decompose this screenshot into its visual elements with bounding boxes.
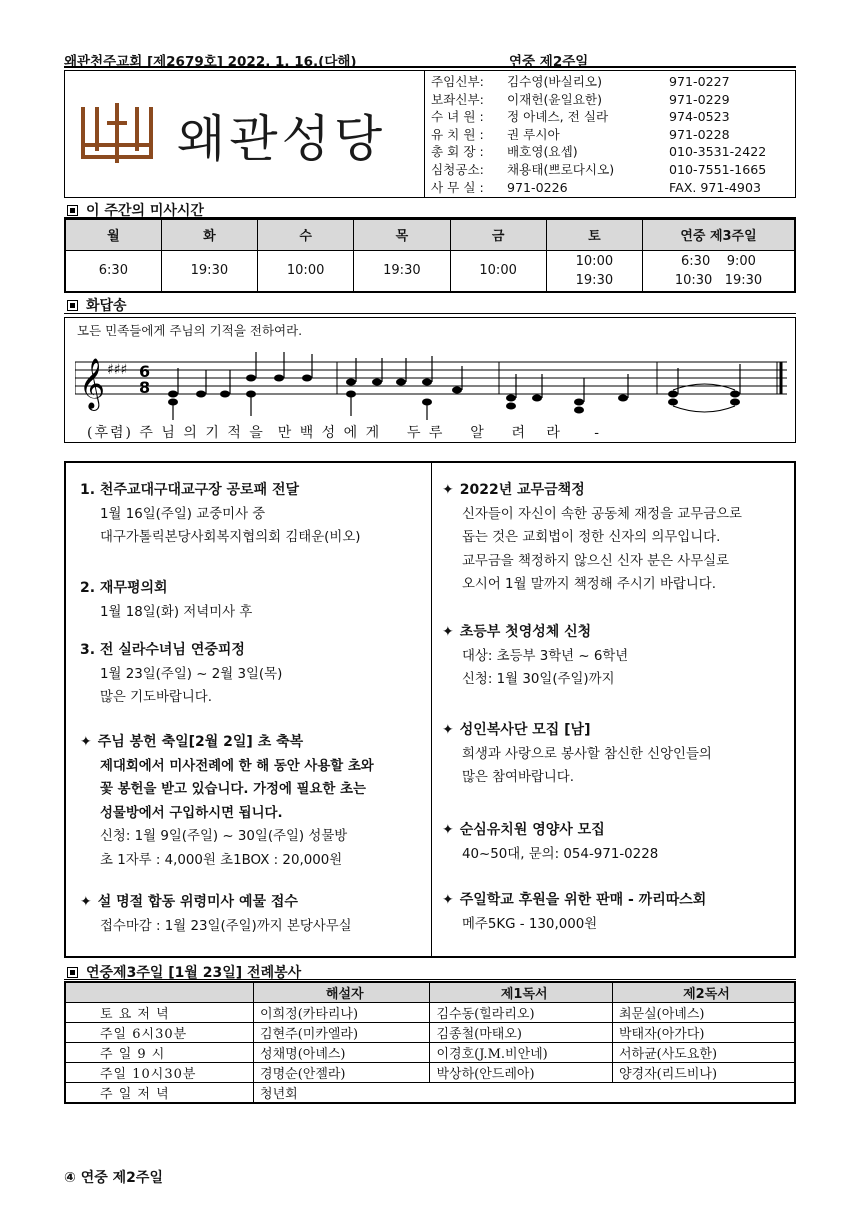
contact-role: 주임신부:: [431, 74, 484, 89]
duty-row: [65, 1063, 795, 1083]
psalm-box: [64, 317, 796, 443]
notice-title: [442, 819, 790, 843]
music-staff: [75, 344, 787, 420]
notice-title-text: 주님 봉헌 축일[2월 2일] 초 축복: [97, 734, 304, 750]
mass-day-header: 목: [354, 219, 450, 250]
notice-title-text: 순심유치원 영양사 모집: [459, 822, 605, 838]
duty-row: [65, 1003, 795, 1023]
notice-line: 접수마감 : 1월 23일(주일)까지 본당사무실: [100, 918, 352, 934]
notice-line: 교무금을 책정하지 않으신 신자 분은 사무실로: [462, 553, 730, 569]
notice-line: 많은 기도바랍니다.: [100, 690, 212, 706]
duty-row: [65, 1083, 795, 1104]
contact-row: [429, 143, 795, 161]
duty-volunteer: 김현주(미카엘라): [254, 1023, 430, 1043]
square-bullet-icon: [67, 300, 78, 311]
mass-time-cell: 10:00: [450, 250, 546, 292]
liturgical-day: 연중 제2주일: [509, 54, 589, 70]
notice-line: 1월 23일(주일) ~ 2월 3일(목): [100, 666, 283, 682]
mass-time-cell: 19:30: [354, 250, 450, 292]
contact-row: [429, 126, 795, 144]
contact-row: [429, 179, 795, 197]
section-rule: [64, 313, 796, 314]
star-bullet-icon: ✦: [442, 822, 454, 838]
notice-item: [442, 719, 790, 790]
duty-volunteer: 김종철(마태오): [430, 1023, 613, 1043]
notice-item: [442, 889, 790, 936]
church-logo-icon: [77, 101, 157, 165]
notices-left-column: [66, 463, 432, 956]
duty-volunteer: 박상하(안드레아): [430, 1063, 613, 1083]
notice-title-text: 3. 전 실라수녀님 연중피정: [80, 642, 245, 658]
page-footer: ④ 연중 제2주일: [64, 1170, 163, 1186]
duty-header-cell: 제1독서: [430, 982, 613, 1003]
contact-role: 보좌신부:: [431, 91, 484, 107]
star-bullet-icon: ✦: [442, 482, 454, 498]
duty-volunteer: 김수동(힐라리오): [430, 1003, 613, 1023]
psalm-refrain-text: 모든 민족들에게 주님의 기적을 전하여라.: [77, 323, 303, 338]
notice-item: [80, 891, 426, 938]
contact-name: 정 아녜스, 전 실라: [507, 109, 609, 125]
section-label: 연중제3주일 [1월 23일] 전례봉사: [86, 965, 302, 981]
contact-phone: 971-0229: [669, 91, 730, 107]
notice-title-text: 2022년 교무금책정: [459, 482, 585, 498]
notice-line: 신청: 1월 9일(주일) ~ 30일(주일) 성물방: [100, 829, 348, 845]
duty-mass-time: 토 요 저 녁: [65, 1003, 254, 1023]
notice-title-text: 초등부 첫영성체 신청: [459, 624, 592, 640]
contact-phone: 010-7551-1665: [669, 161, 767, 177]
svg-text:6: 6: [139, 362, 151, 381]
contact-row: [429, 73, 795, 91]
psalm-lyrics: (후렴) 주 님 의 기 적 을 만 백 성 에 게 두 루 알 려 라 -: [87, 425, 601, 441]
mass-time-cell: 6:30: [65, 250, 161, 292]
mass-schedule-table: [64, 218, 796, 293]
notice-line: 대구가톨릭본당사회복지협의회 김태운(비오): [100, 530, 361, 546]
notice-title: [80, 891, 426, 915]
notice-item: [442, 819, 790, 866]
notice-title: [80, 577, 426, 601]
contact-phone: FAX. 971-4903: [669, 179, 761, 195]
contact-name: 권 루시아: [507, 126, 560, 142]
mass-time-cell: 10:00: [258, 250, 354, 292]
notice-title-text: 2. 재무평의회: [80, 580, 168, 596]
duty-row: [65, 1043, 795, 1063]
mass-time-cell: 6:30 9:00 10:30 19:30: [643, 250, 796, 292]
notice-line: 1월 16일(주일) 교중미사 중: [100, 506, 266, 522]
star-bullet-icon: ✦: [442, 722, 454, 738]
contact-phone: 010-3531-2422: [669, 144, 767, 160]
contact-role: 심청공소:: [431, 161, 484, 177]
contact-role: 수 녀 원 :: [431, 109, 484, 125]
duty-volunteer: 최문실(아녜스): [612, 1003, 795, 1023]
duty-header-cell: 해설자: [254, 982, 430, 1003]
notice-title: [80, 639, 426, 663]
mass-time-cell: 10:00 19:30: [546, 250, 642, 292]
notice-line-bold: 제대회에서 미사전례에 한 해 동안 사용할 초와: [100, 758, 374, 774]
square-bullet-icon: [67, 967, 78, 978]
notice-item: [442, 479, 790, 597]
contact-name: 971-0226: [507, 179, 568, 195]
masthead: [64, 70, 796, 198]
mass-day-header: 금: [450, 219, 546, 250]
notice-title: [442, 889, 790, 913]
duty-volunteer: 청년회: [254, 1083, 795, 1104]
notice-line: 40~50대, 문의: 054-971-0228: [462, 846, 659, 862]
contact-role: 사 무 실 :: [431, 179, 484, 195]
parish-name: 왜관성당: [177, 110, 387, 168]
duty-volunteer: 이경호(J.M.비안네): [430, 1043, 613, 1063]
notice-line: 신청: 1월 30일(주일)까지: [462, 672, 615, 688]
notice-item: [80, 639, 426, 710]
contact-role: 유 치 원 :: [431, 126, 484, 142]
contact-role: 총 회 장 :: [431, 144, 484, 160]
notice-line: 1월 18일(화) 저녁미사 후: [100, 604, 253, 620]
notice-title: [442, 719, 790, 743]
star-bullet-icon: ✦: [442, 892, 454, 908]
contact-name: 채용태(쁘로다시오): [507, 161, 615, 177]
notice-line: 오시어 1월 말까지 책정해 주시기 바랍니다.: [462, 577, 716, 593]
contact-list: [429, 73, 795, 196]
mass-time-cell: 19:30: [161, 250, 257, 292]
contact-phone: 971-0228: [669, 126, 730, 142]
section-label: 이 주간의 미사시간: [86, 203, 204, 219]
duty-mass-time: 주 일 9 시: [65, 1043, 254, 1063]
duty-header-cell: [65, 982, 254, 1003]
contact-phone: 971-0227: [669, 74, 730, 89]
notice-line: 희생과 사랑으로 봉사할 참신한 신앙인들의: [462, 746, 712, 762]
mass-day-header: 수: [258, 219, 354, 250]
duty-volunteer: 이희정(카타리나): [254, 1003, 430, 1023]
notice-item: [80, 479, 426, 550]
svg-text:𝄞: 𝄞: [79, 358, 106, 409]
star-bullet-icon: ✦: [80, 734, 92, 750]
logo-area: [65, 71, 425, 197]
duty-mass-time: 주 일 저 녁: [65, 1083, 254, 1104]
psalm-section-title: [64, 295, 127, 315]
header-divider: [64, 66, 796, 68]
contact-name: 배호영(요셉): [507, 144, 578, 160]
notices-box: [64, 461, 796, 958]
notice-title: [80, 731, 426, 755]
mass-day-header: 토: [546, 219, 642, 250]
notice-item: [80, 731, 426, 873]
mass-day-header: 연중 제3주일: [643, 219, 796, 250]
notice-title: [442, 479, 790, 503]
notice-line-bold: 성물방에서 구입하시면 됩니다.: [100, 805, 283, 821]
duty-volunteer: 양경자(리드비나): [612, 1063, 795, 1083]
duty-volunteer: 서하균(사도요한): [612, 1043, 795, 1063]
star-bullet-icon: ✦: [80, 894, 92, 910]
square-bullet-icon: [67, 205, 78, 216]
svg-text:8: 8: [139, 378, 151, 397]
notices-right-column: [432, 463, 794, 956]
duty-header-row: [65, 982, 795, 1003]
notice-line-bold: 꽃 봉헌을 받고 있습니다. 가정에 필요한 초는: [100, 782, 366, 798]
notice-line: 많은 참여바랍니다.: [462, 770, 574, 786]
notice-item: [80, 577, 426, 624]
notice-title-text: 설 명절 합동 위령미사 예물 접수: [97, 894, 298, 910]
notice-item: [442, 621, 790, 692]
notice-line: 돕는 것은 교회법이 정한 신자의 의무입니다.: [462, 530, 721, 546]
notice-line: 대상: 초등부 3학년 ~ 6학년: [462, 648, 629, 664]
notice-title-text: 주일학교 후원을 위한 판매 - 까리따스회: [459, 892, 707, 908]
duty-header-cell: 제2독서: [612, 982, 795, 1003]
contact-name: 김수영(바실리오): [507, 74, 602, 89]
mass-day-header: 화: [161, 219, 257, 250]
notice-line: 초 1자루 : 4,000원 초1BOX : 20,000원: [100, 852, 343, 868]
section-rule: [64, 979, 796, 980]
notice-line: 메주5KG - 130,000원: [462, 916, 598, 932]
contact-phone: 974-0523: [669, 109, 730, 125]
notice-line: 신자들이 자신이 속한 공동체 재정을 교무금으로: [462, 506, 742, 522]
notice-title-text: 1. 천주교대구대교구장 공로패 전달: [80, 482, 300, 498]
notice-title: [442, 621, 790, 645]
duty-volunteer: 박태자(아가다): [612, 1023, 795, 1043]
contact-row: [429, 108, 795, 126]
duty-row: [65, 1023, 795, 1043]
duty-volunteer: 성채명(아녜스): [254, 1043, 430, 1063]
mass-days-row: [65, 219, 795, 250]
liturgy-duty-table: [64, 981, 796, 1104]
mass-day-header: 월: [65, 219, 161, 250]
notice-title: [80, 479, 426, 503]
star-bullet-icon: ✦: [442, 624, 454, 640]
notice-title-text: 성인복사단 모집 [남]: [459, 722, 591, 738]
contact-name: 이재헌(윤일요한): [507, 91, 602, 107]
issue-info: 왜관천주교회 [제2679호] 2022. 1. 16.(다해): [64, 54, 357, 70]
section-label: 화답송: [86, 298, 127, 314]
duty-mass-time: 주일 6시30분: [65, 1023, 254, 1043]
mass-times-row: [65, 250, 795, 292]
duty-volunteer: 경명순(안젤라): [254, 1063, 430, 1083]
duty-mass-time: 주일 10시30분: [65, 1063, 254, 1083]
svg-text:♯♯♯: ♯♯♯: [107, 362, 128, 378]
contact-row: [429, 161, 795, 179]
contact-row: [429, 91, 795, 109]
